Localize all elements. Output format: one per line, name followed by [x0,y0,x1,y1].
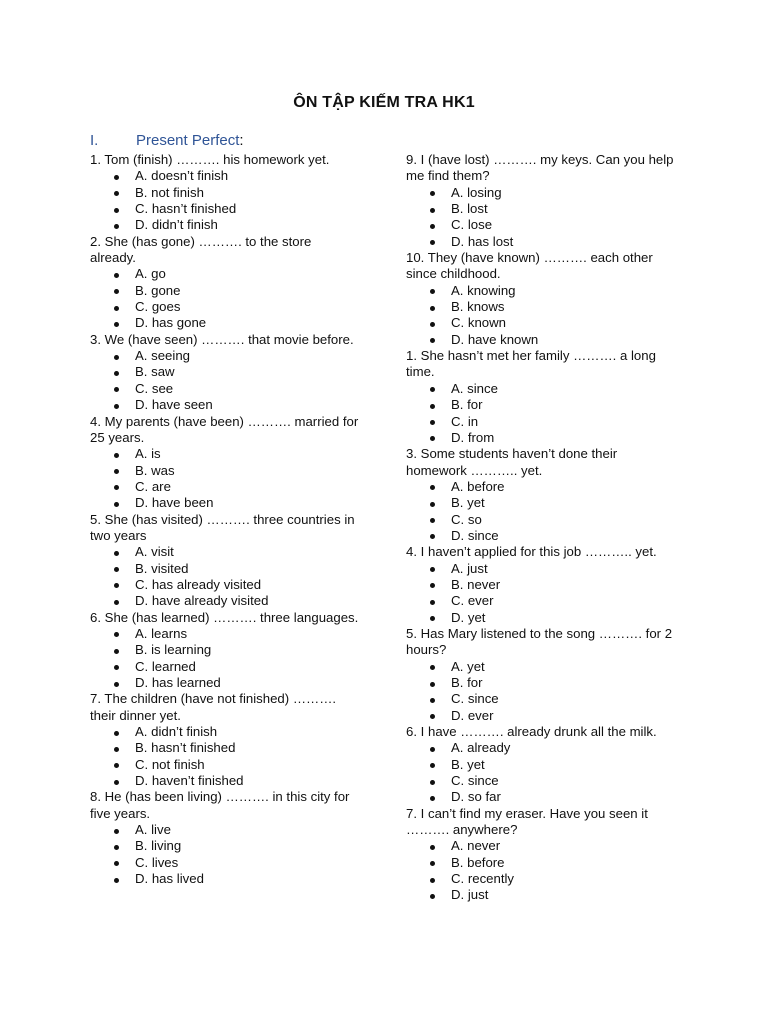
question-block [90,152,360,234]
option-item: C. since [406,773,676,789]
right-column [406,152,676,904]
question-block [90,512,360,610]
option-item: A. didn’t finish [90,724,360,740]
question-text: 3. Some students haven’t done their homework ……….. yet. [406,446,618,478]
option-item: B. saw [90,364,360,380]
option-list [406,381,676,446]
option-list [406,659,676,724]
question-block [90,789,360,887]
option-item: B. lost [406,201,676,217]
option-item: D. have known [406,332,676,348]
option-item: A. doesn’t finish [90,168,360,184]
option-item: B. not finish [90,185,360,201]
question-text: 1. She hasn’t met her family ………. a long time. [406,348,656,380]
question-text: 1. Tom (finish) ………. his homework yet. [90,152,330,167]
option-item: A. just [406,561,676,577]
question-block [406,626,676,724]
option-item: C. lives [90,855,360,871]
option-list [406,479,676,544]
question-block [90,332,360,414]
option-list [406,185,676,250]
option-list [90,626,360,691]
option-item: B. before [406,855,676,871]
option-item: D. ever [406,708,676,724]
option-item: D. didn’t finish [90,217,360,233]
question-text: 2. She (has gone) ………. to the store already. [90,233,312,266]
section-name: Present Perfect [136,132,240,149]
option-item: B. hasn’t finished [90,740,360,756]
option-item: C. learned [90,659,360,675]
option-item: D. haven’t finished [90,773,360,789]
question-block [90,691,360,789]
option-item: A. seeing [90,348,360,364]
option-item: C. are [90,479,360,495]
option-item: C. ever [406,593,676,609]
option-item: B. living [90,838,360,854]
option-item: D. has gone [90,315,360,331]
section-heading [90,132,244,149]
option-item: D. so far [406,789,676,805]
option-item: B. never [406,577,676,593]
option-list [90,544,360,609]
option-item: A. since [406,381,676,397]
question-block [406,806,676,904]
option-list [90,724,360,789]
option-item: B. yet [406,495,676,511]
option-item: B. yet [406,757,676,773]
option-item: A. losing [406,185,676,201]
question-block [90,414,360,512]
option-item: C. goes [90,299,360,315]
option-item: A. before [406,479,676,495]
option-item: A. never [406,838,676,854]
option-item: C. not finish [90,757,360,773]
option-list [406,838,676,903]
option-item: D. have already visited [90,593,360,609]
question-text: 6. I have ………. already drunk all the milk. [406,724,657,740]
question-text: 10. They (have known) ………. each other since childhood. [406,250,653,282]
question-block [406,446,676,544]
option-item: B. gone [90,283,360,299]
section-number: I. [90,132,99,149]
option-list [90,446,360,511]
option-item: D. has lived [90,871,360,887]
option-item: A. yet [406,659,676,675]
question-text: 3. We (have seen) ………. that movie before. [90,331,354,347]
question-text: 7. I can’t find my eraser. Have you seen it ………. anywhere? [406,805,648,838]
question-text: 4. I haven’t applied for this job ……….. yet. [406,544,657,560]
option-item: C. known [406,315,676,331]
option-item: D. have been [90,495,360,511]
option-list [406,740,676,805]
option-item: C. hasn’t finished [90,201,360,217]
question-text: 5. She (has visited) ………. three countries in two years [90,511,355,543]
option-item: B. for [406,675,676,691]
option-item: A. is [90,446,360,462]
question-block [406,724,676,806]
option-item: A. go [90,266,360,282]
option-item: B. was [90,463,360,479]
question-block [406,250,676,348]
option-item: A. already [406,740,676,756]
question-text: 4. My parents (have been) ………. married for 25 years. [90,413,359,445]
option-list [90,348,360,413]
option-list [90,266,360,331]
option-item: A. knowing [406,283,676,299]
option-item: D. from [406,430,676,446]
option-item: A. live [90,822,360,838]
question-text: 6. She (has learned) ………. three languages. [90,609,359,625]
option-item: C. has already visited [90,577,360,593]
option-item: B. for [406,397,676,413]
option-item: D. has learned [90,675,360,691]
option-item: D. has lost [406,234,676,250]
option-item: A. visit [90,544,360,560]
question-block [406,348,676,446]
option-item: B. visited [90,561,360,577]
option-item: A. learns [90,626,360,642]
page-title: ÔN TẬP KIẾM TRA HK1 [293,94,475,111]
option-item: C. in [406,414,676,430]
option-list [90,168,360,233]
question-block [90,234,360,332]
option-item: C. so [406,512,676,528]
option-list [90,822,360,887]
option-list [406,561,676,626]
option-item: C. since [406,691,676,707]
left-column [90,152,360,887]
option-item: D. have seen [90,397,360,413]
question-text: 7. The children (have not finished) ………. their dinner yet. [90,691,337,723]
question-text: 5. Has Mary listened to the song ………. for 2 hours? [406,625,673,658]
option-item: B. knows [406,299,676,315]
option-item: C. see [90,381,360,397]
option-list [406,283,676,348]
option-item: D. just [406,887,676,903]
question-text: 8. He (has been living) ………. in this city for five years. [90,789,350,821]
question-text: 9. I (have lost) ………. my keys. Can you help me find them? [406,152,674,184]
question-block [406,152,676,250]
question-block [90,610,360,692]
option-item: D. yet [406,610,676,626]
section-colon: : [239,132,244,149]
option-item: B. is learning [90,642,360,658]
option-item: C. lose [406,217,676,233]
question-block [406,544,676,626]
option-item: C. recently [406,871,676,887]
option-item: D. since [406,528,676,544]
